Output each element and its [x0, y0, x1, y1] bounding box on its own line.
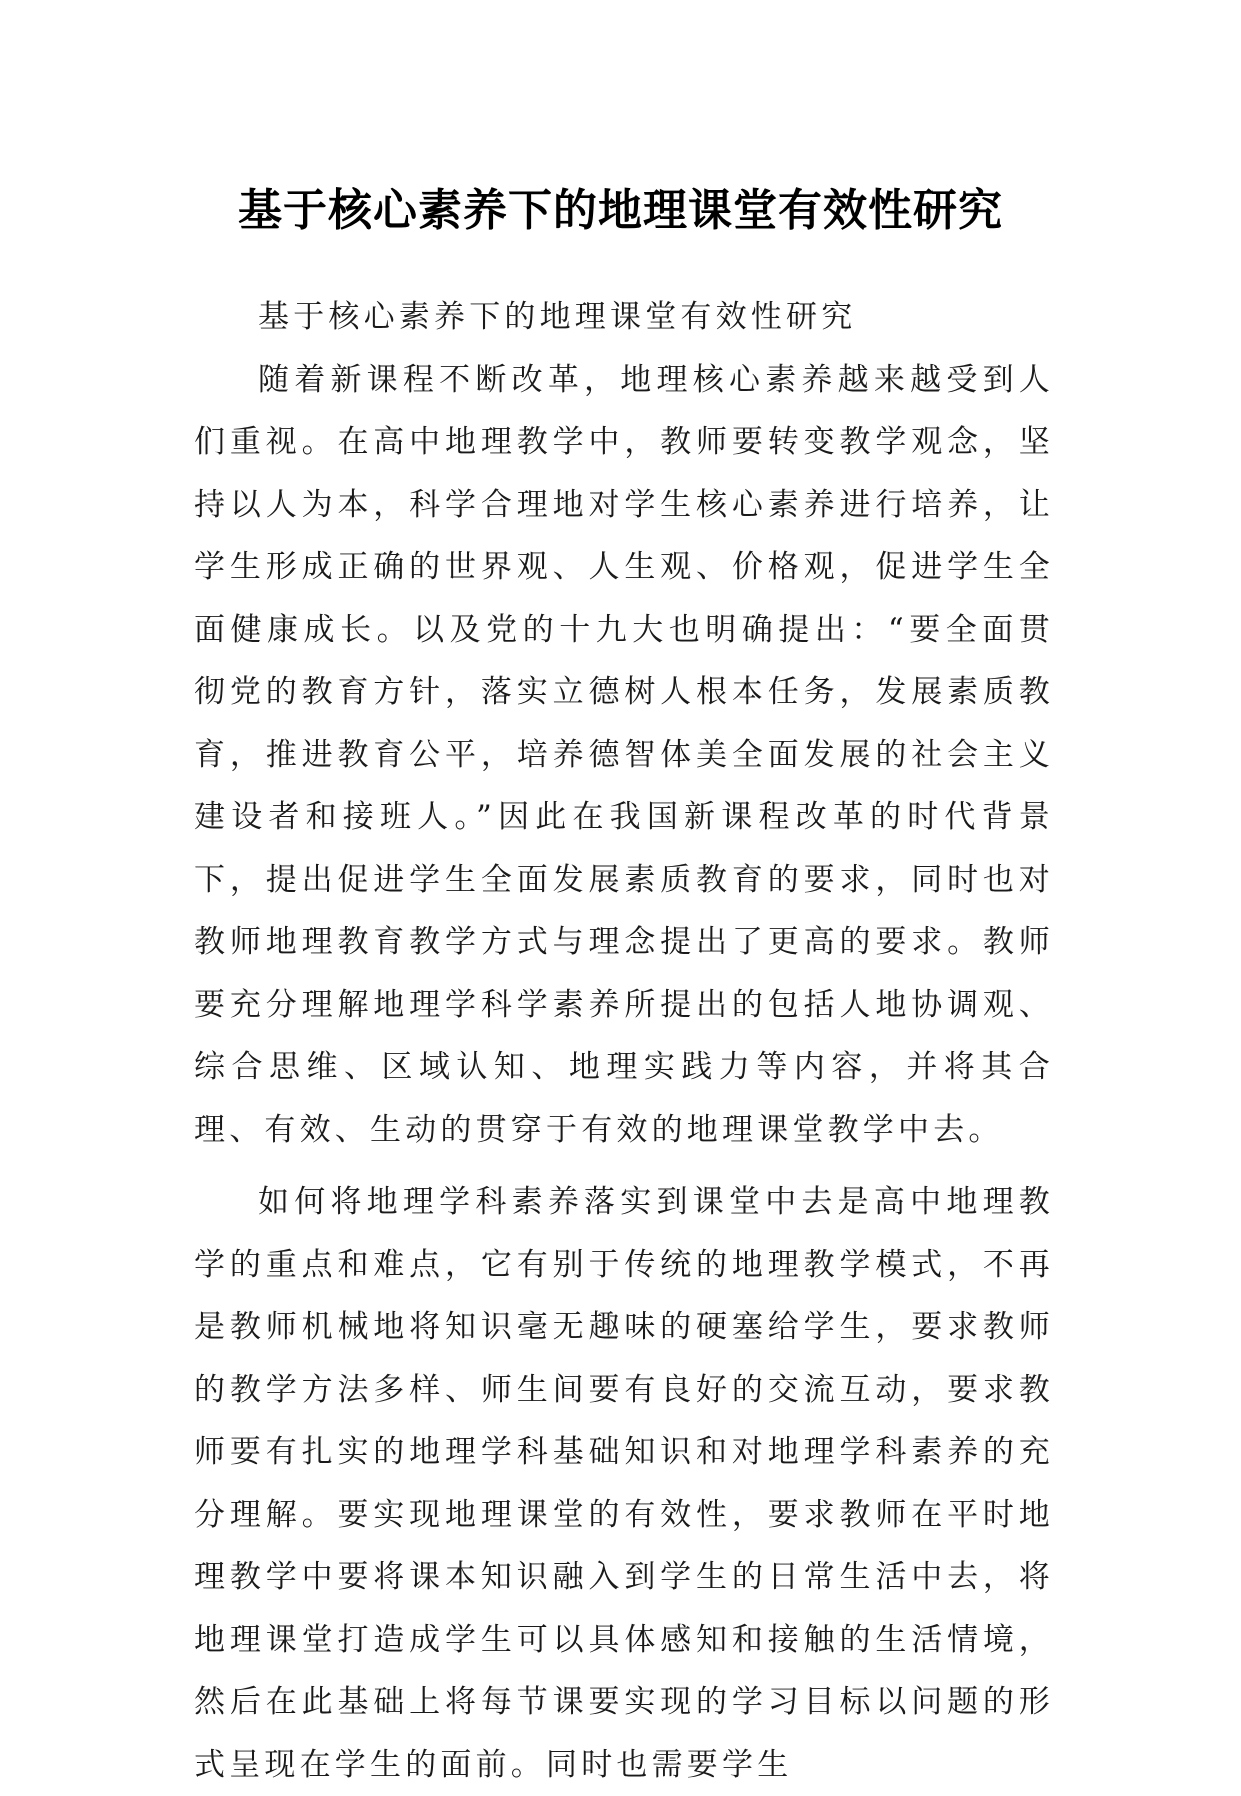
paragraph-method: 如何将地理学科素养落实到课堂中去是高中地理教学的重点和难点，它有别于传统的地理教学模式，不再是教师机械地将知识毫无趣味的硬塞给学生，要求教师的教学方法多样、师生间要有良好的交流互动，要求教师要有扎实的地理学科基础知识和对地理学科素养的充分理解。要实现地理课堂的有效性，要求教师在平时地理教学中要将课本知识融入到学生的日常生活中去，将地理课堂打造成学生可以具体感知和接触的生活情境，然后在此基础上将每节课要实现的学习目标以问题的形式呈现在学生的面前。同时也需要学生	[194, 1184, 1054, 1783]
document-title: 基于核心素养下的地理课堂有效性研究	[238, 185, 1003, 237]
paragraph-intro: 随着新课程不断改革，地理核心素养越来越受到人们重视。在高中地理教学中，教师要转变教学观念，坚持以人为本，科学合理地对学生核心素养进行培养，让学生形成正确的世界观、人生观、价格观，促进学生全面健康成长。以及党的十九大也明确提出：“要全面贯彻党的教育方针，落实立德树人根本任务，发展素质教育，推进教育公平，培养德智体美全面发展的社会主义建设者和接班人。”因此在我国新课程改革的时代背景下，提出促进学生全面发展素质教育的要求，同时也对教师地理教育教学方式与理念提出了更高的要求。教师要充分理解地理学科学素养所提出的包括人地协调观、综合思维、区域认知、地理实践力等内容，并将其合理、有效、生动的贯穿于有效的地理课堂教学中去。	[194, 361, 1054, 1148]
paragraph-subtitle: 基于核心素养下的地理课堂有效性研究	[258, 299, 857, 335]
document-body	[194, 286, 1054, 1796]
